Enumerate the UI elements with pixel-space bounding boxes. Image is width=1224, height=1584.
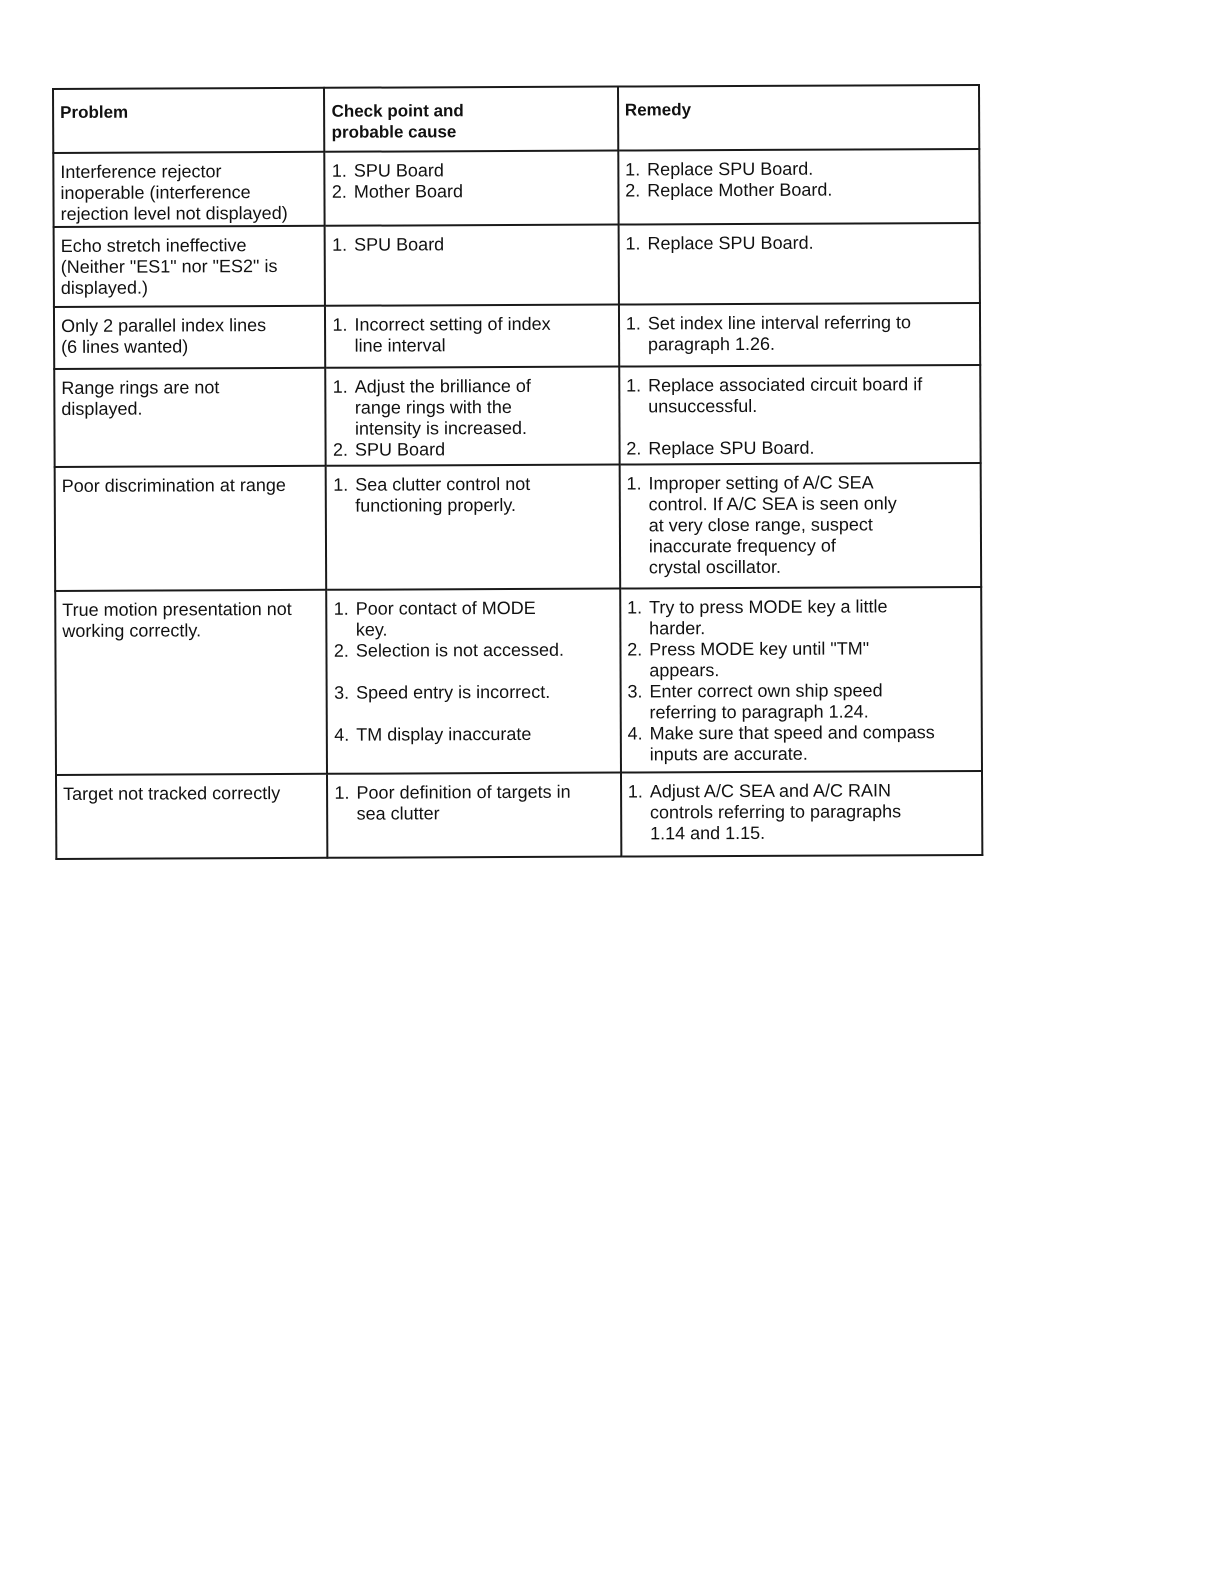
list-item: 1. Try to press MODE key a little harder. bbox=[627, 596, 888, 639]
list-item: 1. Improper setting of A/C SEA control. If A/C SEA is seen only at very close range, suspect inaccurate frequency of crystal oscillator. bbox=[626, 472, 897, 578]
check-cell bbox=[327, 773, 621, 858]
check-cell bbox=[325, 151, 619, 226]
problem-text: Poor discrimination at range bbox=[61, 474, 286, 496]
list-item: 1. Replace associated circuit board if unsuccessful. bbox=[626, 374, 923, 417]
list-item: 1. Incorrect setting of index line interval bbox=[332, 313, 551, 356]
list-item: 4. TM display inaccurate bbox=[334, 723, 532, 745]
troubleshooting-table bbox=[52, 84, 983, 860]
table-row bbox=[55, 463, 982, 591]
problem-cell bbox=[53, 152, 325, 227]
list-item: 1. Poor contact of MODE key. bbox=[333, 597, 536, 640]
list-item: 1. Set index line interval referring to paragraph 1.26. bbox=[625, 312, 912, 355]
list-item: 2. Replace Mother Board. bbox=[625, 179, 833, 201]
remedy-cell bbox=[621, 771, 983, 857]
problem-text: Interference rejector inoperable (interference rejection level not displayed) bbox=[60, 161, 288, 224]
problem-text: Range rings are not displayed. bbox=[61, 377, 220, 419]
problem-cell bbox=[55, 466, 327, 591]
list-item: 2. SPU Board bbox=[332, 439, 446, 460]
list-item: 3. Speed entry is incorrect. bbox=[334, 681, 551, 703]
list-item: 2. Replace SPU Board. bbox=[626, 437, 815, 459]
header-remedy: Remedy bbox=[618, 85, 979, 151]
check-cell bbox=[326, 465, 620, 590]
list-item: 1. SPU Board bbox=[331, 160, 444, 181]
remedy-cell bbox=[619, 303, 980, 367]
check-cell bbox=[325, 225, 619, 306]
check-cell bbox=[325, 305, 619, 368]
list-item: 4. Make sure that speed and compass inputs are accurate. bbox=[627, 722, 935, 765]
problem-text: True motion presentation not working correctly. bbox=[62, 598, 292, 641]
problem-cell bbox=[54, 368, 326, 467]
remedy-cell bbox=[619, 365, 981, 465]
list-item: 1. Poor definition of targets in sea clutter bbox=[334, 781, 571, 824]
table-row bbox=[55, 587, 982, 775]
problem-cell bbox=[54, 306, 326, 369]
remedy-cell bbox=[618, 149, 980, 225]
remedy-cell bbox=[619, 463, 981, 589]
list-item: 1. Replace SPU Board. bbox=[625, 158, 814, 180]
list-item: 1. Adjust A/C SEA and A/C RAIN controls referring to paragraphs 1.14 and 1.15. bbox=[627, 780, 902, 844]
table-row bbox=[54, 303, 980, 369]
remedy-cell bbox=[620, 587, 982, 773]
remedy-cell bbox=[618, 223, 980, 305]
header-problem: Problem bbox=[53, 88, 325, 153]
list-item: 1. Sea clutter control not functioning properly. bbox=[333, 473, 531, 516]
table-row bbox=[54, 365, 980, 467]
table-row bbox=[56, 771, 982, 859]
problem-cell bbox=[56, 774, 328, 859]
problem-cell bbox=[55, 590, 327, 775]
list-item: 2. Press MODE key until "TM" appears. bbox=[627, 638, 870, 681]
problem-cell bbox=[54, 226, 326, 307]
check-cell bbox=[326, 367, 620, 466]
table-row bbox=[53, 149, 979, 227]
list-item: 1. Adjust the brilliance of range rings with the intensity is increased. bbox=[332, 375, 531, 439]
problem-text: Target not tracked correctly bbox=[63, 783, 281, 804]
list-item: 3. Enter correct own ship speed referring to paragraph 1.24. bbox=[627, 680, 883, 723]
list-item: 2. Mother Board bbox=[331, 181, 463, 202]
list-item: 1. Replace SPU Board. bbox=[625, 232, 814, 254]
header-check-point: Check point and probable cause bbox=[324, 87, 618, 152]
table-row bbox=[54, 223, 980, 307]
problem-text: Echo stretch ineffective (Neither "ES1" nor "ES2" is displayed.) bbox=[60, 235, 278, 298]
check-cell bbox=[327, 589, 621, 774]
list-item: 2. Selection is not accessed. bbox=[333, 639, 565, 661]
table-header-row bbox=[53, 85, 979, 153]
problem-text: Only 2 parallel index lines (6 lines wanted) bbox=[60, 315, 267, 357]
list-item: 1. SPU Board bbox=[332, 234, 445, 255]
